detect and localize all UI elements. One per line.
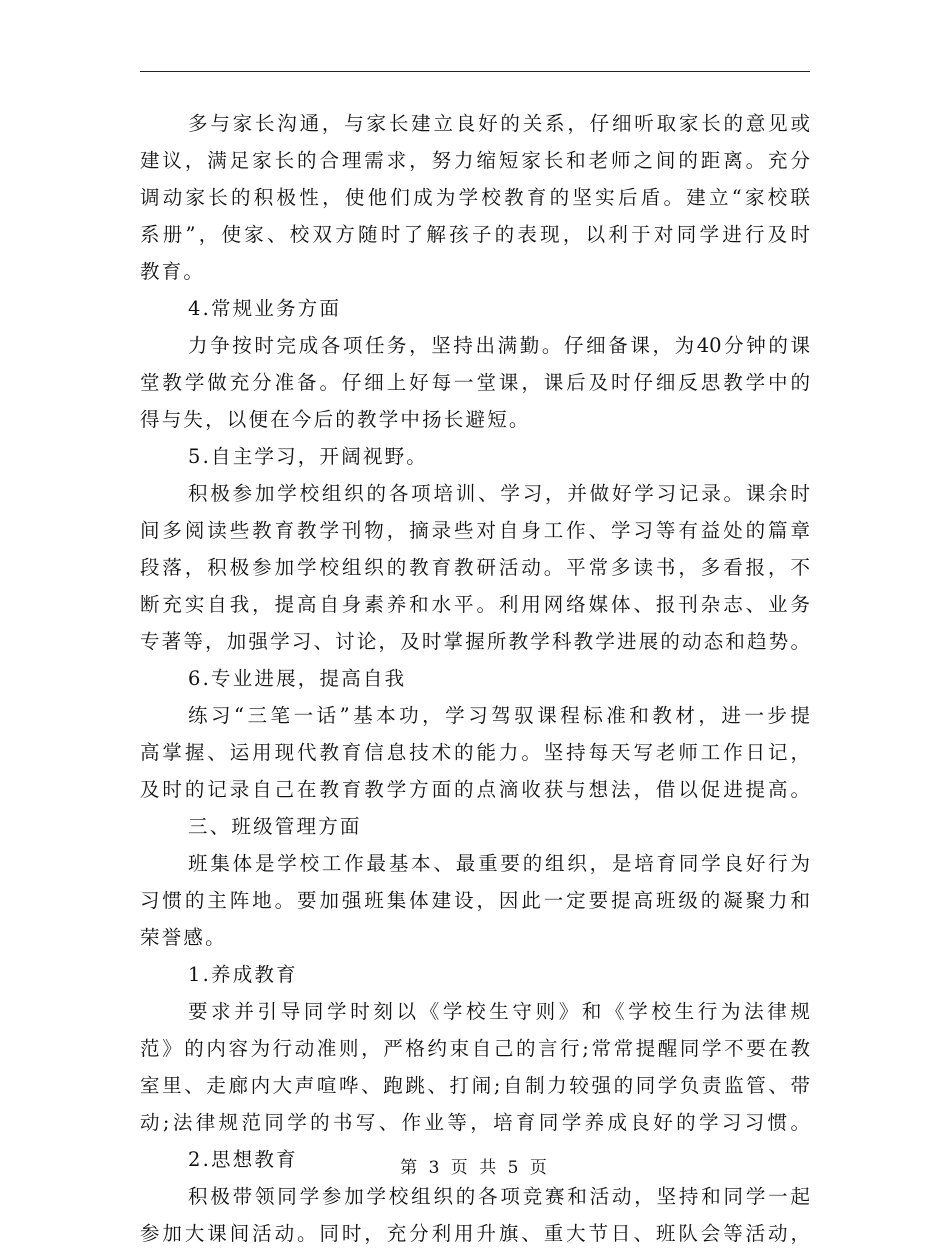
paragraph-line: 断充实自我，提高自身素养和水平。利用网络媒体、报刊杂志、业务: [140, 593, 810, 616]
section-heading: 5.自主学习，开阔视野。: [188, 445, 429, 468]
section-heading: 4.常规业务方面: [188, 297, 342, 320]
paragraph-line: 积极参加学校组织的各项培训、学习，并做好学习记录。课余时: [188, 482, 810, 505]
paragraph-line: 力争按时完成各项任务，坚持出满勤。仔细备课，为40分钟的课: [188, 334, 810, 357]
paragraph-line: 要求并引导同学时刻以《学校生守则》和《学校生行为法律规: [188, 1000, 810, 1023]
paragraph-line: 调动家长的积极性，使他们成为学校教育的坚实后盾。建立“家校联: [140, 186, 810, 209]
paragraph-line: 荣誉感。: [140, 926, 227, 949]
header-rule: [140, 71, 810, 72]
paragraph-line: 参加大课间活动。同时，充分利用升旗、重大节日、班队会等活动，: [140, 1222, 810, 1245]
paragraph-line: 积极带领同学参加学校组织的各项竞赛和活动，坚持和同学一起: [188, 1185, 810, 1208]
paragraph-line: 系册”，使家、校双方随时了解孩子的表现，以利于对同学进行及时: [140, 223, 810, 246]
paragraph-line: 堂教学做充分准备。仔细上好每一堂课，课后及时仔细反思教学中的: [140, 371, 810, 394]
document-body: [140, 105, 810, 1252]
paragraph-line: 练习“三笔一话”基本功，学习驾驭课程标准和教材，进一步提: [188, 704, 810, 727]
section-heading: 6.专业进展，提高自我: [188, 667, 407, 690]
paragraph-line: 教育。: [140, 260, 206, 283]
paragraph-line: 班集体是学校工作最基本、最重要的组织，是培育同学良好行为: [188, 852, 810, 875]
paragraph-line: 段落，积极参加学校组织的教育教研活动。平常多读书，多看报，不: [140, 556, 810, 579]
paragraph-line: 室里、走廊内大声喧哗、跑跳、打闹;自制力较强的同学负责监管、带: [140, 1074, 810, 1097]
paragraph-line: 得与失，以便在今后的教学中扬长避短。: [140, 408, 531, 431]
paragraph-line: 动;法律规范同学的书写、作业等，培育同学养成良好的学习习惯。: [140, 1111, 810, 1134]
paragraph-line: 习惯的主阵地。要加强班集体建设，因此一定要提高班级的凝聚力和: [140, 889, 810, 912]
section-heading: 2.思想教育: [188, 1148, 298, 1171]
paragraph-line: 高掌握、运用现代教育信息技术的能力。坚持每天写老师工作日记，: [140, 741, 810, 764]
section-heading: 三、班级管理方面: [188, 815, 362, 838]
paragraph-line: 专著等，加强学习、讨论，及时掌握所教学科教学进展的动态和趋势。: [140, 630, 810, 653]
paragraph-line: 间多阅读些教育教学刊物，摘录些对自身工作、学习等有益处的篇章: [140, 519, 810, 542]
paragraph-line: 范》的内容为行动准则，严格约束自己的言行;常常提醒同学不要在教: [140, 1037, 810, 1060]
paragraph-line: 及时的记录自己在教育教学方面的点滴收获与想法，借以促进提高。: [140, 778, 810, 801]
section-heading: 1.养成教育: [188, 963, 298, 986]
paragraph-line: 多与家长沟通，与家长建立良好的关系，仔细听取家长的意见或: [188, 112, 810, 135]
paragraph-line: 建议，满足家长的合理需求，努力缩短家长和老师之间的距离。充分: [140, 149, 810, 172]
page-footer: 第 3 页 共 5 页: [400, 1158, 550, 1178]
